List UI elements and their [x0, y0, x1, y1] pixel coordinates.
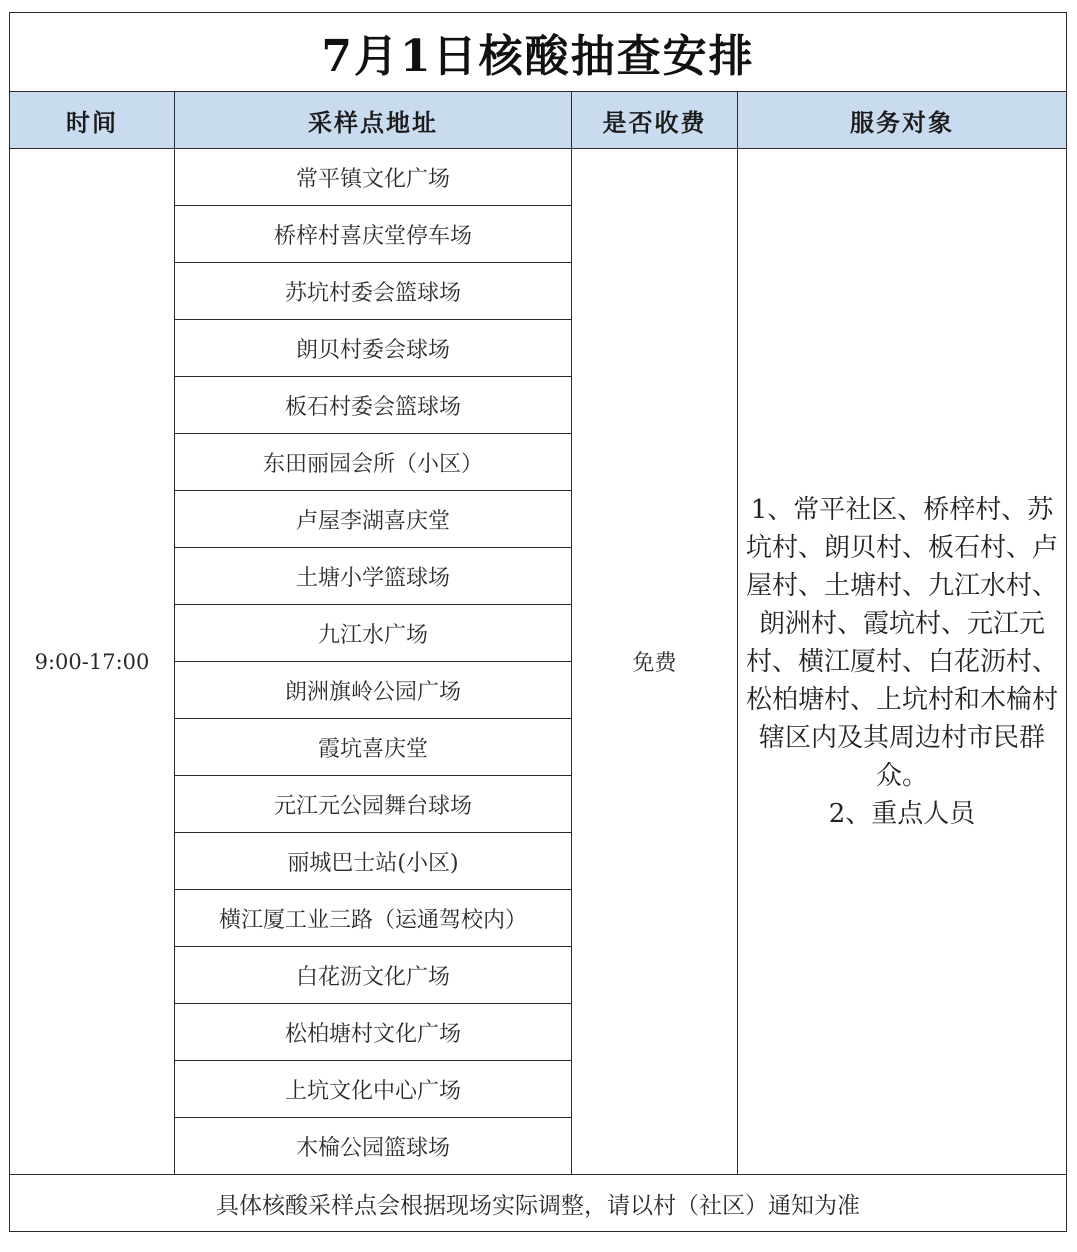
- site-cell: 九江水广场: [175, 605, 572, 662]
- site-cell: 桥梓村喜庆堂停车场: [175, 206, 572, 263]
- footer-note: 具体核酸采样点会根据现场实际调整，请以村（社区）通知为准: [10, 1175, 1067, 1232]
- service-cell: [738, 149, 1067, 1175]
- schedule-table: [9, 12, 1067, 1232]
- site-cell: 东田丽园会所（小区）: [175, 434, 572, 491]
- header-time: 时间: [10, 92, 175, 149]
- site-cell: 苏坑村委会篮球场: [175, 263, 572, 320]
- site-cell: 常平镇文化广场: [175, 149, 572, 206]
- fee-cell: 免费: [572, 149, 738, 1175]
- site-cell: 霞坑喜庆堂: [175, 719, 572, 776]
- site-cell: 白花沥文化广场: [175, 947, 572, 1004]
- time-cell: 9:00-17:00: [10, 149, 175, 1175]
- header-address: 采样点地址: [175, 92, 572, 149]
- site-cell: 上坑文化中心广场: [175, 1061, 572, 1118]
- service-item-2: 2、重点人员: [828, 798, 976, 829]
- site-cell: 卢屋李湖喜庆堂: [175, 491, 572, 548]
- site-cell: 土塘小学篮球场: [175, 548, 572, 605]
- header-target: 服务对象: [738, 92, 1067, 149]
- site-cell: 板石村委会篮球场: [175, 377, 572, 434]
- site-cell: 丽城巴士站(小区): [175, 833, 572, 890]
- site-cell: 朗洲旗岭公园广场: [175, 662, 572, 719]
- site-cell: 元江元公园舞台球场: [175, 776, 572, 833]
- header-row: [10, 92, 1067, 149]
- service-item-1: 1、常平社区、桥梓村、苏坑村、朗贝村、板石村、卢屋村、土塘村、九江水村、朗洲村、霞坑村、元江元村、横江厦村、白花沥村、松柏塘村、上坑村和木棆村辖区内及其周边村市民群众。: [746, 494, 1059, 791]
- site-cell: 朗贝村委会球场: [175, 320, 572, 377]
- site-cell: 横江厦工业三路（运通驾校内）: [175, 890, 572, 947]
- table-row: [10, 149, 1067, 206]
- page-title: 7月1日核酸抽查安排: [10, 13, 1067, 92]
- site-cell: 松柏塘村文化广场: [175, 1004, 572, 1061]
- site-cell: 木棆公园篮球场: [175, 1118, 572, 1175]
- header-fee: 是否收费: [572, 92, 738, 149]
